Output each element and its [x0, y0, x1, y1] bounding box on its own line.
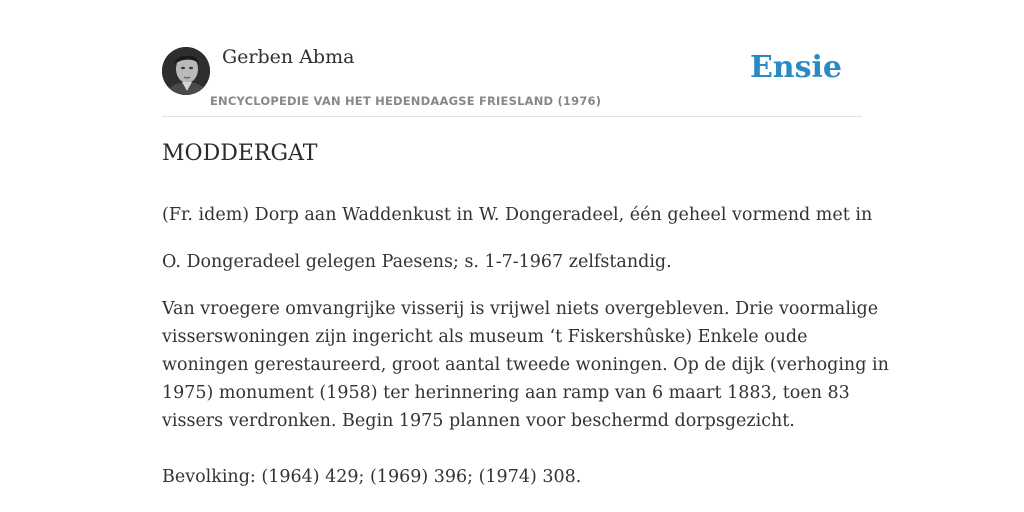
body-line: Van vroegere omvangrijke visserij is vrijwel niets overgebleven. Drie voormalige: [162, 299, 879, 319]
population-line: Bevolking: (1964) 429; (1969) 396; (1974) 308.: [162, 467, 582, 487]
population-paragraph: [162, 463, 862, 491]
body-line: woningen gerestaureerd, groot aantal tweede woningen. Op de dijk (verhoging in: [162, 355, 889, 375]
body-line: vissers verdronken. Begin 1975 plannen voor beschermd dorpsgezicht.: [162, 411, 795, 431]
article-header: [162, 0, 862, 117]
intro-paragraph: [162, 192, 873, 286]
body-line: 1975) monument (1958) ter herinnering aan ramp van 6 maart 1883, toen 83: [162, 383, 850, 403]
author-portrait-icon: [162, 47, 210, 95]
author-avatar[interactable]: [162, 47, 210, 95]
article-title: MODDERGAT: [162, 141, 318, 166]
body-line: visserswoningen zijn ingericht als museum ‘t Fiskershûske) Enkele oude: [162, 327, 808, 347]
article-card: [162, 0, 889, 512]
author-name[interactable]: Gerben Abma: [222, 46, 355, 68]
source-label[interactable]: ENCYCLOPEDIE VAN HET HEDENDAAGSE FRIESLAND (1976): [210, 94, 602, 108]
brand-logo[interactable]: Ensie: [749, 50, 842, 85]
intro-line: (Fr. idem) Dorp aan Waddenkust in W. Dongeradeel, één geheel vormend met in: [162, 205, 873, 225]
body-paragraph: [162, 295, 889, 435]
intro-line: O. Dongeradeel gelegen Paesens; s. 1-7-1967 zelfstandig.: [162, 252, 672, 272]
